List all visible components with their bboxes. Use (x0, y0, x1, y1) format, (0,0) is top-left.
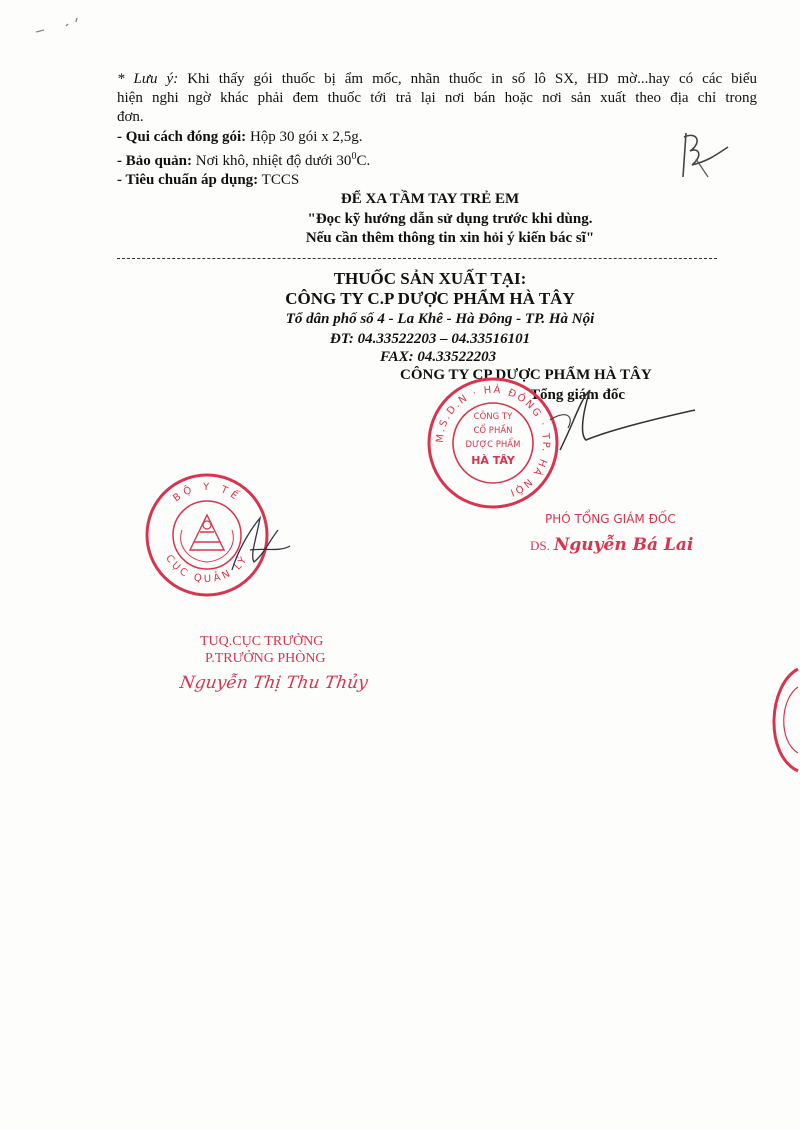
deputy-title: PHÓ TỔNG GIÁM ĐỐC (545, 512, 676, 526)
manufacturer-phone: ĐT: 04.33522203 – 04.33516101 (330, 331, 531, 347)
ministry-sign-line1: TUQ.CỤC TRƯỞNG (200, 634, 324, 649)
ministry-seal-bottom: CỤC QUẢN LÝ (163, 553, 251, 586)
spec-packaging: - Qui cách đóng gói: Hộp 30 gói x 2,5g. (117, 129, 363, 145)
manufacturer-fax: FAX: 04.33522203 (380, 349, 497, 365)
ministry-sign-line2: P.TRƯỞNG PHÒNG (205, 651, 326, 666)
ministry-signature-icon (220, 510, 300, 580)
scan-mark-icon (30, 8, 90, 38)
company-seal-line3: DƯỢC PHẨM (465, 440, 521, 450)
warning-line2: Nếu cần thêm thông tin xin hỏi ý kiến bác sĩ" (305, 230, 595, 246)
warning-title: ĐỂ XA TẦM TAY TRẺ EM (340, 191, 520, 207)
company-seal-line1: CÔNG TY (473, 412, 513, 422)
ministry-sign-name: Nguyễn Thị Thu Thủy (178, 673, 370, 693)
manufacturer-address: Tổ dân phố số 4 - La Khê - Hà Đông - TP. Hà Nội (285, 311, 595, 327)
manufacturer-heading: THUỐC SẢN XUẤT TẠI: (333, 269, 527, 288)
director-signature-icon (520, 380, 720, 460)
spec-storage: - Bảo quản: Nơi khô, nhiệt độ dưới $30^0C$. (117, 151, 371, 169)
sign-company: CÔNG TY CP DƯỢC PHẨM HÀ TÂY (400, 367, 652, 383)
company-seal-line2: CỔ PHẦN (473, 426, 513, 436)
note-text-line1: Khi thấy gói thuốc bị ẩm mốc, nhãn thuốc in số lô SX, HD mờ...hay có các biểu (178, 71, 757, 87)
note-text-line3: đơn. (117, 109, 144, 125)
deputy-name: Nguyễn Bá Lai (553, 535, 694, 555)
initials-signature-icon (668, 125, 748, 185)
deputy-name-line (530, 535, 693, 555)
section-divider (117, 258, 717, 259)
manufacturer-company: CÔNG TY C.P DƯỢC PHẨM HÀ TÂY (285, 289, 575, 308)
sign-role: Tổng giám đốc (530, 387, 626, 403)
company-seal-ring-text: M.S.D.N · HÀ ĐÔNG · TP. HÀ NỘI (434, 384, 552, 499)
warning-line1: "Đọc kỹ hướng dẫn sử dụng trước khi dùng. (307, 211, 593, 227)
deputy-name-prefix: DS. (530, 538, 550, 553)
ministry-seal-top: BỘ Y TẾ (171, 481, 243, 505)
note-label: * Lưu ý: (117, 71, 179, 87)
company-seal-line4: HÀ TÂY (471, 454, 515, 467)
spec-standard: - Tiêu chuẩn áp dụng: TCCS (117, 172, 300, 188)
note-text-line2: hiện nghi ngờ khác phải đem thuốc tới trả lại nơi bán hoặc nơi sản xuất theo địa chỉ trong (117, 90, 757, 106)
partial-seal-icon (758, 665, 800, 775)
note-paragraph (117, 70, 757, 127)
specs-list (117, 128, 370, 190)
